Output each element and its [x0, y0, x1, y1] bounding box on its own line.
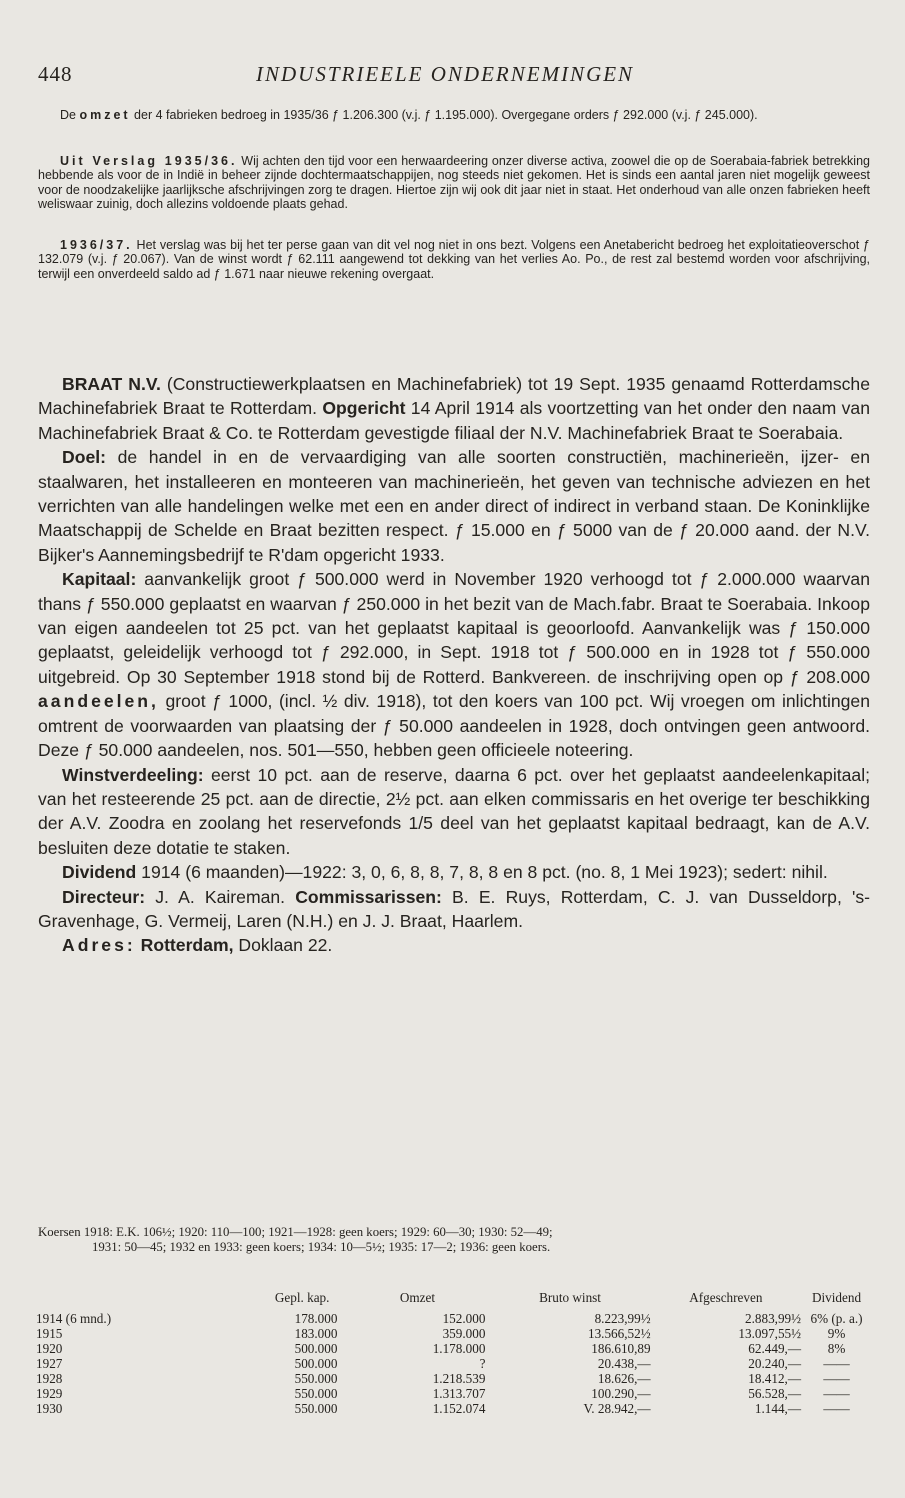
omzet-label: omzet — [79, 108, 131, 122]
adres-city: Rotterdam, — [135, 935, 234, 956]
company-intro: BRAAT N.V. (Constructiewerkplaatsen en Machinefabriek) tot 19 Sept. 1935 genaamd Rotterdamsche Machinefabriek Braat te Rotterdam. Opgericht 14 April 1914 als voortzetting van het onder den naam van Machinefabriek Braat & Co. te Rotterdam gevestigde filiaal der N.V. Machinefabriek Braat te Soerabaia. — [38, 374, 871, 443]
year-label: 1936/37. — [60, 238, 133, 252]
table-row: 1914 (6 mnd.) 178.000 152.000 8.223,99½ 2.883,99½ 6% (p. a.) — [36, 1311, 863, 1326]
table-header-bruto-winst: Bruto winst — [539, 1290, 601, 1305]
table-header-year — [36, 1290, 176, 1311]
table-header-dividend: Dividend — [811, 1290, 862, 1305]
table-row: 1927 500.000 ? 20.438,— 20.240,— —— — [36, 1356, 850, 1371]
management-paragraph: Directeur: J. A. Kaireman. Commissarissen: B. E. Ruys, Rotterdam, C. J. van Dusseldorp, 's-Gravenhage, G. Vermeij, Laren (N.H.) en J. J. Braat, Haarlem. — [38, 886, 870, 931]
table-header-row — [36, 1290, 872, 1311]
previous-entry-1936: 1936/37. Het verslag was bij het ter perse gaan van dit vel nog niet in ons bezt. Volgens een Anetabericht bedroeg het exploitatieoverschot ƒ 132.079 (v.j. ƒ 20.067). Van de winst wordt ƒ 62.111 aangewend tot dekking van het verlies Ao. Po., de rest zal bestemd worden voor afschrijving, terwijl een onverdeeld saldo ad ƒ 1.671 naar nieuwe rekening overgaat. — [38, 238, 870, 281]
koersen-block — [38, 1225, 870, 1255]
running-title: INDUSTRIEELE ONDERNEMINGEN — [256, 62, 635, 86]
doel-paragraph: Doel: de handel in en de vervaardiging van alle soorten constructiën, machinerieën, ijzer- en staalwaren, het installeeren en monteeren van machinerieën, het geven van technische adviezen en het verrichten van alle handelingen welke met een en ander direct of indirect in verband staan. De Koninklijke Maatschappij de Schelde en Braat bezitten respect. ƒ 15.000 en ƒ 5000 van de ƒ 20.000 aand. der N.V. Bijker's Aannemingsbedrijf te R'dam opgericht 1933. — [38, 447, 870, 565]
commissarissen-label: Commissarissen: — [295, 886, 442, 907]
previous-entry-verslag-1935: Uit Verslag 1935/36. Wij achten den tijd voor een herwaardeering onzer diverse activa, zoowel die op de Soerabaia-fabriek betrekking hebbende als voor de in Indië in beheer zijnde dochtermaatschappijen, nog steeds niet gekomen. Het is sinds een aantal jaren niet mogelijk geweest voor de noodzakelijke jaarlijksche afschrijvingen zorg te dragen. Hiertoe zijn wij ook dit jaar niet in staat. Het onderhoud van alle onzen fabrieken heeft weliswaar zuinig, doch allezins voldoende plaats gehad. — [38, 154, 870, 212]
table-row: 1928 550.000 1.218.539 18.626,— 18.412,— —— — [36, 1371, 850, 1386]
verslag-label: Uit Verslag 1935/36. — [60, 154, 238, 168]
dividend-label: Dividend — [62, 862, 137, 883]
winstverdeeling-label: Winstverdeeling: — [62, 764, 204, 785]
adres-paragraph: Adres: Rotterdam, Doklaan 22. — [62, 935, 333, 956]
table-row: 1920 500.000 1.178.000 186.610,89 62.449,— 8% — [36, 1341, 846, 1356]
opgericht-label: Opgericht — [322, 398, 406, 419]
company-name: BRAAT N.V. — [62, 374, 161, 394]
dividend-paragraph: Dividend 1914 (6 maanden)—1922: 3, 0, 6, 8, 8, 7, 8, 8 en 8 pct. (no. 8, 1 Mei 1923); sedert: nihil. — [62, 862, 828, 883]
table-header-gepl-kap: Gepl. kap. — [274, 1290, 330, 1305]
company-entry — [38, 372, 870, 958]
table-header-omzet: Omzet — [399, 1290, 436, 1305]
koersen-line-2: 1931: 50—45; 1932 en 1933: geen koers; 1934: 10—5½; 1935: 17—2; 1936: geen koers. — [92, 1240, 551, 1254]
koersen-line-1: Koersen 1918: E.K. 106½; 1920: 110—100; 1921—1928: geen koers; 1929: 60—30; 1930: 52—49; — [38, 1225, 553, 1239]
directeur-label: Directeur: — [62, 886, 146, 907]
table-row: 1929 550.000 1.313.707 100.290,— 56.528,— —— — [36, 1386, 850, 1401]
financial-table — [36, 1290, 872, 1416]
kapitaal-paragraph: Kapitaal: aanvankelijk groot ƒ 500.000 werd in November 1920 verhoogd tot ƒ 2.000.000 waarvan thans ƒ 550.000 geplaatst en waarvan ƒ 250.000 in het bezit van de Mach.fabr. Braat te Soerabaia. Inkoop van eigen aandeelen tot 25 pct. van het geplaatst kapitaal is geoorloofd. Aanvankelijk was ƒ 150.000 geplaatst, geleidelijk verhoogd tot ƒ 292.000, in Sept. 1918 tot ƒ 500.000 en in 1928 tot ƒ 550.000 uitgebreid. Op 30 September 1918 stond bij de Rotterd. Bankvereen. de inschrijving open op ƒ 208.000 aandeelen, groot ƒ 1000, (incl. ½ div. 1918), tot den koers van 100 pct. Wij vroegen om inlichtingen omtrent de voorwaarden van plaatsing der ƒ 50.000 aandeelen in 1928, doch ontvingen geen antwoord. Deze ƒ 50.000 aandeelen, nos. 501—550, hebben geen officieele noteering. — [38, 569, 870, 761]
winstverdeeling-paragraph: Winstverdeeling: eerst 10 pct. aan de reserve, daarna 6 pct. over het geplaatst aandeelenkapitaal; van het resteerende 25 pct. aan de directie, 2½ pct. aan elken commissaris en het overige ter beschikking der A.V. Zoodra en zoolang het reservefonds 1/5 deel van het geplaatst kapitaal bedraagt, kan de A.V. besluiten deze dotatie te staken. — [38, 764, 870, 858]
table-header-afgeschreven: Afgeschreven — [689, 1290, 763, 1305]
aandeelen-emphasis: aandeelen, — [38, 691, 159, 712]
doel-label: Doel: — [62, 447, 106, 468]
adres-label: Adres: — [62, 935, 136, 956]
previous-entry-omzet: De omzet der 4 fabrieken bedroeg in 1935/36 ƒ 1.206.300 (v.j. ƒ 1.195.000). Overgegane orders ƒ 292.000 (v.j. ƒ 245.000). — [60, 108, 758, 122]
kapitaal-label: Kapitaal: — [62, 569, 137, 590]
table-row: 1915 183.000 359.000 13.566,52½ 13.097,55½ 9% — [36, 1326, 846, 1341]
table-row: 1930 550.000 1.152.074 V. 28.942,— 1.144,— —— — [36, 1401, 850, 1416]
page-number: 448 — [38, 62, 73, 86]
